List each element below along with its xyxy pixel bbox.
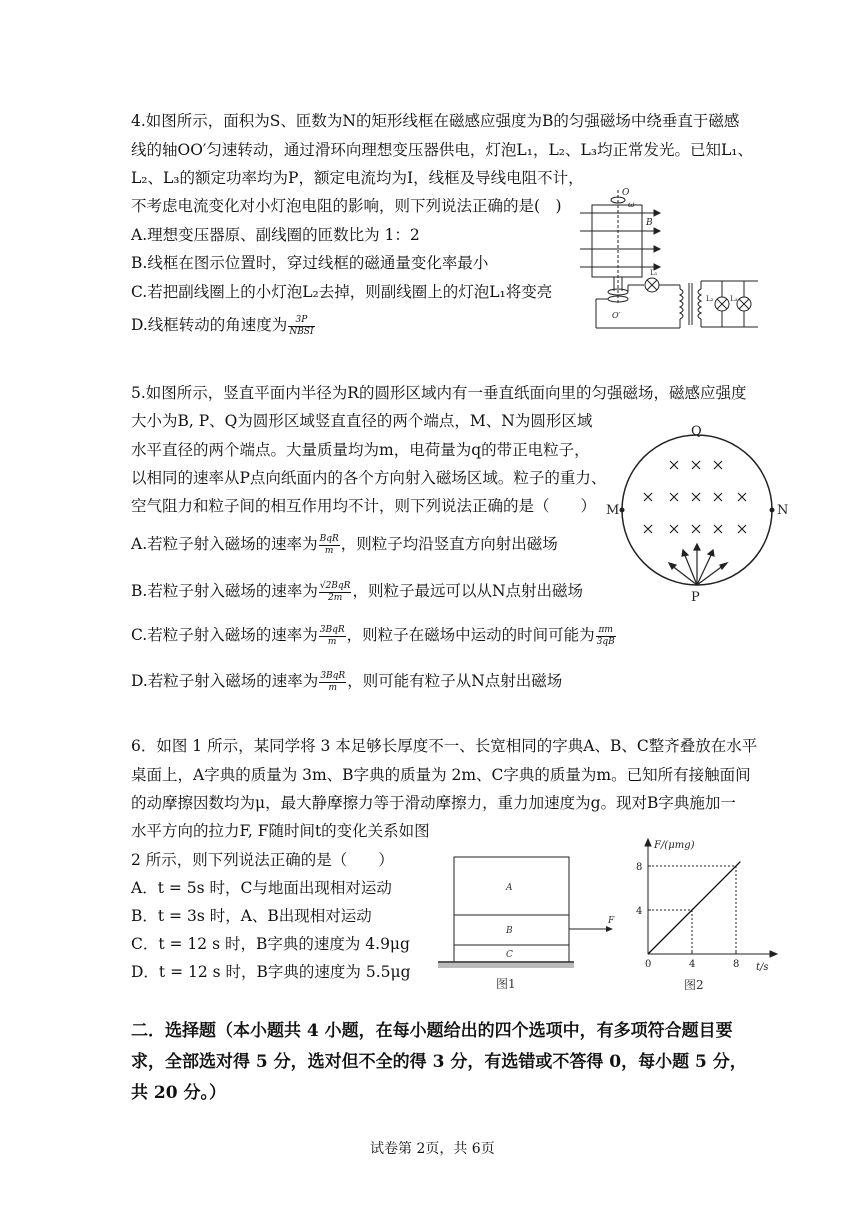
q5-option-c-numerator-2: πm — [596, 625, 616, 637]
q5-velocity-arrows — [669, 544, 727, 585]
q6-option-d: D．t = 12 s 时，B字典的速度为 5.5μg — [131, 963, 411, 981]
q4-option-d-denominator: NBSI — [289, 326, 314, 337]
q5-option-b-numerator: √2BqR — [319, 580, 351, 591]
q5-field-crosses — [644, 461, 746, 533]
q6-fig1-label-a: A — [506, 883, 513, 893]
q4-label-l1: L₁ — [650, 269, 658, 277]
q5-option-b-fraction — [319, 581, 352, 604]
q4-label-omega: ω — [628, 200, 635, 209]
q5-option-d-prefix: D.若粒子射入磁场的速率为 — [131, 672, 319, 690]
q4-option-b: B.线框在图示位置时，穿过线框的磁通量变化率最小 — [131, 254, 489, 272]
q6-line-4: 水平方向的拉力F, F随时间t的变化关系如图 — [131, 822, 430, 840]
q4-option-d-prefix: D.线框转动的角速度为 — [131, 316, 288, 334]
q6-line-2: 桌面上，A字典的质量为 3m、B字典的质量为 2m、C字典的质量为m。已知所有接触面间 — [131, 766, 751, 784]
q5-option-b-suffix: ，则粒子最远可以从N点射出磁场 — [352, 582, 584, 600]
q4-line-3: L₂、L₃的额定功率均为P，额定电流均为I，线框及导线电阻不计， — [131, 169, 584, 187]
q6-option-a: A．t = 5s 时，C与地面出现相对运动 — [131, 879, 392, 897]
q5-option-a-denominator: m — [324, 545, 334, 556]
q5-option-a-suffix: ，则粒子均沿竖直方向射出磁场 — [340, 535, 558, 553]
q4-line-1: 4.如图所示，面积为S、匝数为N的矩形线框在磁感应强度为B的匀强磁场中绕垂直于磁感 — [131, 112, 740, 130]
y-axis-label: F/(μmg) — [654, 840, 695, 851]
x-tick-label: 4 — [689, 959, 696, 970]
section-2-line-1: 二．选择题（本小题共 4 小题，在每小题给出的四个选项中，有多项符合题目要 — [131, 1021, 733, 1041]
q4-label-o: O — [622, 188, 630, 198]
section-2-line-3: 共 20 分。） — [131, 1083, 226, 1103]
q4-option-d — [131, 314, 316, 338]
q5-option-a-prefix: A.若粒子射入磁场的速率为 — [131, 535, 318, 553]
q5-label-n: N — [777, 503, 789, 518]
q4-label-b: B — [646, 218, 653, 228]
q5-option-c-denominator: m — [327, 636, 337, 647]
q5-figure — [606, 424, 792, 606]
q5-line-4: 以相同的速率从P点向纸面内的各个方向射入磁场区域。粒子的重力、 — [131, 469, 607, 487]
q4-line-2: 线的轴OO′匀速转动，通过滑环向理想变压器供电，灯泡L₁，L₂、L₃均正常发光。已知L₁、 — [131, 141, 753, 159]
q5-option-c-numerator: 3BqR — [319, 624, 345, 635]
q5-line-2: 大小为B, P、Q为圆形区域竖直直径的两个端点，M、N为圆形区域 — [131, 412, 593, 430]
q6-option-c: C．t = 12 s 时，B字典的速度为 4.9μg — [131, 935, 410, 953]
q6-fig1-label-b: B — [506, 926, 513, 936]
q4-label-l3: L₃ — [730, 295, 738, 303]
q4-line-4: 不考虑电流变化对小灯泡电阻的影响，则下列说法正确的是( ) — [131, 197, 562, 215]
q6-fig1-label-c: C — [506, 950, 513, 960]
q5-option-c-fraction-2 — [596, 625, 616, 648]
q5-label-m: M — [606, 503, 620, 518]
x-tick-label: 8 — [733, 959, 740, 970]
x-axis-arrow — [770, 951, 777, 957]
q4-option-d-numerator: 3P — [288, 315, 314, 327]
q6-figure-2 — [620, 836, 786, 994]
q5-option-d-numerator: 3BqR — [320, 670, 346, 681]
q5-option-c-denominator-2: 3qB — [596, 636, 615, 647]
series-line — [648, 862, 740, 954]
q5-option-c-mid: ，则粒子在磁场中运动的时间可能为 — [346, 626, 595, 644]
q6-option-b: B．t = 3s 时，A、B出现相对运动 — [131, 907, 372, 925]
q6-line-1: 6．如图 1 所示，某同学将 3 本足够长厚度不一、长宽相同的字典A、B、C整齐叠放在水平 — [131, 737, 758, 755]
x-axis-label: t/s — [756, 962, 769, 973]
q6-line-5: 2 所示，则下列说法正确的是（ ） — [131, 851, 394, 869]
q5-option-d — [131, 670, 562, 694]
q4-label-l2: L₂ — [706, 295, 714, 303]
y-tick-label: 8 — [636, 862, 643, 873]
q5-option-b — [131, 580, 583, 604]
q6-fig1-label-f: F — [608, 916, 615, 926]
q4-option-a: A.理想变压器原、副线圈的匝数比为 1：2 — [131, 226, 420, 244]
q5-label-p: P — [691, 590, 700, 605]
q5-option-d-denominator: m — [328, 682, 338, 693]
q5-option-c-prefix: C.若粒子射入磁场的速率为 — [131, 626, 318, 644]
q5-line-5: 空气阻力和粒子间的相互作用均不计，则下列说法正确的是（ ） — [131, 497, 597, 515]
q4-figure — [572, 185, 764, 335]
q6-figure-1 — [434, 852, 626, 992]
q5-option-b-prefix: B.若粒子射入磁场的速率为 — [131, 582, 318, 600]
section-2-line-2: 求，全部选对得 5 分，选对但不全的得 3 分，有选错或不答得 0，每小题 5 分， — [131, 1052, 747, 1072]
q5-option-c — [131, 624, 617, 648]
q6-line-3: 的动摩擦因数均为μ，最大静摩擦力等于滑动摩擦力，重力加速度为g。现对B字典施加一 — [131, 794, 736, 812]
page-footer: 试卷第 2页，共 6页 — [370, 1141, 495, 1157]
q4-option-c: C.若把副线圈上的小灯泡L₂去掉，则副线圈上的灯泡L₁将变亮 — [131, 283, 553, 301]
q5-option-a-fraction — [319, 534, 340, 557]
q6-fig1-caption: 图1 — [496, 977, 516, 991]
x-tick-label: 0 — [645, 959, 652, 970]
q4-label-o-prime: O′ — [612, 311, 621, 320]
y-axis-arrow — [645, 839, 651, 846]
q5-option-d-fraction — [319, 671, 346, 694]
q5-option-a — [131, 533, 558, 557]
q5-option-c-fraction — [319, 625, 346, 648]
q5-line-3: 水平直径的两个端点。大量质量均为m，电荷量为q的带正电粒子， — [131, 441, 590, 459]
q5-option-b-denominator: 2m — [328, 592, 343, 603]
q6-fig2-caption: 图2 — [684, 978, 704, 992]
q5-option-a-numerator: BqR — [319, 533, 339, 544]
q5-label-q: Q — [691, 424, 702, 439]
q5-option-d-suffix: ，则可能有粒子从N点射出磁场 — [347, 672, 563, 690]
y-tick-label: 4 — [636, 906, 643, 917]
q4-option-d-fraction — [288, 315, 314, 338]
q5-line-1: 5.如图所示，竖直平面内半径为R的圆形区域内有一垂直纸面向里的匀强磁场，磁感应强度 — [131, 384, 747, 402]
